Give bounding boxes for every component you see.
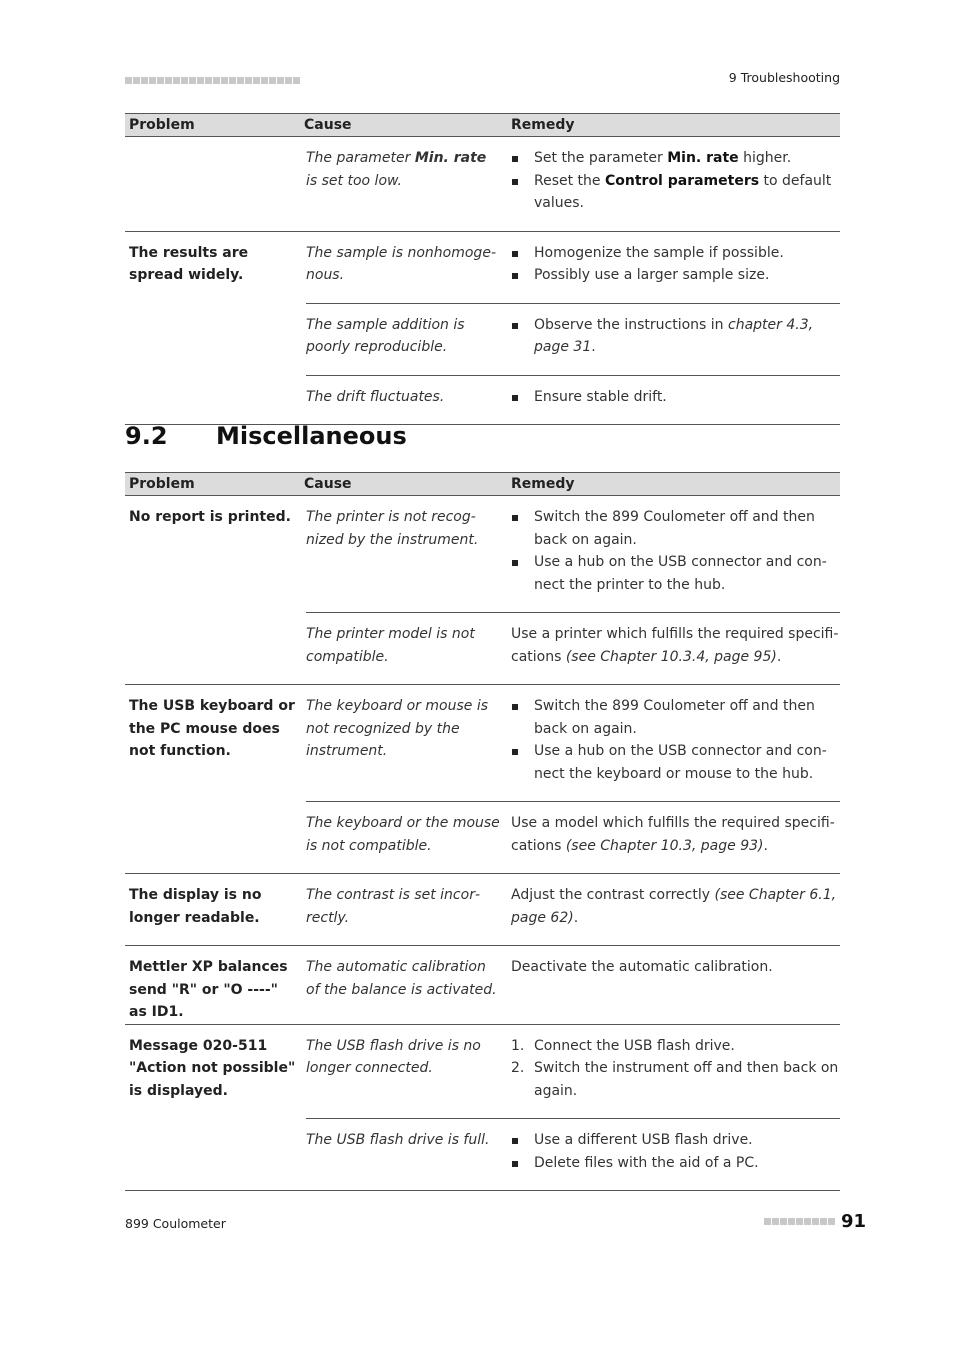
table-body (125, 137, 840, 425)
cause-remedy-rows (306, 946, 840, 1024)
text-run: . (776, 648, 782, 665)
list-number: 1. (511, 1037, 525, 1054)
problem-cell (125, 137, 306, 231)
bullet-list (511, 506, 840, 596)
cause-cell (306, 1129, 511, 1174)
text-run: . (573, 909, 579, 926)
list-item (511, 264, 840, 287)
table-row (306, 946, 840, 1017)
remedy-cell (511, 695, 840, 785)
table-row (306, 496, 840, 612)
remedy-text (511, 884, 840, 929)
dot (780, 1218, 787, 1225)
bullet-list (511, 147, 840, 215)
text-run: The USB flash drive is no longer connected. (306, 1037, 481, 1076)
problem-group (125, 685, 840, 874)
header-problem: Problem (129, 476, 195, 492)
cross-reference: (see Chapter 10.3, page 93) (565, 837, 764, 854)
text-run: The drift fluctuates. (306, 388, 445, 405)
remedy-cell (511, 314, 840, 359)
text-run: Connect the USB flash drive. (534, 1037, 735, 1054)
dot (229, 77, 236, 84)
text-run: Switch the instrument off and then back on again. (534, 1060, 839, 1099)
cause-cell (306, 242, 511, 287)
dot (165, 77, 172, 84)
dot (213, 77, 220, 84)
dot (772, 1218, 779, 1225)
running-header-chapter: 9 Troubleshooting (728, 70, 840, 85)
list-item (511, 740, 840, 785)
text-run: The printer model is not compatible. (306, 626, 475, 665)
table-row (306, 375, 840, 425)
list-item (511, 1057, 840, 1102)
dot (285, 77, 292, 84)
remedy-cell (511, 623, 840, 668)
text-run: The sample is nonhomogenous. (306, 244, 496, 283)
list-item (511, 1035, 840, 1058)
cause-cell (306, 884, 511, 929)
text-run: The keyboard or the mouse is not compatible. (306, 815, 500, 854)
text-run: The keyboard or mouse is not recognized by the instrument. (306, 698, 489, 759)
text-run: . (763, 837, 768, 854)
list-item (511, 314, 840, 359)
list-item (511, 242, 840, 265)
table-body (125, 496, 840, 1191)
bold-term: Min. rate (667, 150, 739, 166)
dot (221, 77, 228, 84)
dot (804, 1218, 811, 1225)
list-item (511, 506, 840, 551)
table-row (306, 1118, 840, 1190)
text-run: is set too low. (306, 172, 403, 189)
problem-cell: Message 020-511 "Action not possible" is displayed. (129, 1037, 296, 1099)
header-cause: Cause (304, 476, 352, 492)
problem-group (125, 874, 840, 946)
table-row (306, 232, 840, 303)
cross-reference: (see Chapter 6.1, page 62) (511, 887, 837, 926)
text-run: Use a hub on the USB connector and connect the keyboard or mouse to the hub. (534, 743, 827, 782)
table-row (306, 612, 840, 684)
text-run: The contrast is set incorrectly. (306, 887, 481, 926)
text-run: Use a hub on the USB connector and connect the printer to the hub. (534, 554, 827, 593)
dot (764, 1218, 771, 1225)
table-row (306, 801, 840, 873)
table-row (306, 137, 840, 231)
numbered-list (511, 1035, 840, 1103)
section-title: Miscellaneous (216, 422, 407, 450)
cause-cell (306, 314, 511, 359)
text-run: Homogenize the sample if possible. (534, 244, 784, 261)
page-number: 91 (840, 1211, 866, 1232)
bullet-list (511, 1129, 840, 1174)
cause-cell (306, 695, 511, 785)
dot (796, 1218, 803, 1225)
miscellaneous-table (125, 472, 840, 1191)
remedy-cell (511, 884, 840, 929)
text-run: Switch the 899 Coulometer off and then back on again. (534, 698, 815, 737)
footer-page (764, 1211, 866, 1232)
cross-reference: (see Chapter 10.3.4, page 95) (565, 648, 777, 665)
problem-cell: Mettler XP balances send "R" or "O ----" as ID1. (129, 959, 288, 1020)
remedy-cell (511, 1035, 840, 1103)
dot (245, 77, 252, 84)
dot (133, 77, 140, 84)
remedy-cell (511, 1129, 840, 1174)
cause-cell (306, 386, 511, 409)
dot (197, 77, 204, 84)
text-run: Reset the (534, 172, 605, 189)
dot (141, 77, 148, 84)
section-heading (125, 422, 407, 450)
text-run: Adjust the contrast correctly (511, 887, 715, 903)
cause-remedy-rows (306, 685, 840, 873)
problem-group (125, 946, 840, 1025)
footer-product: 899 Coulometer (125, 1216, 226, 1231)
section-number: 9.2 (125, 422, 168, 450)
list-item (511, 1152, 840, 1175)
dot (149, 77, 156, 84)
problem-cell: No report is printed. (129, 509, 291, 525)
remedy-text (511, 623, 840, 668)
dot (293, 77, 300, 84)
table-header (125, 113, 840, 137)
cause-remedy-rows (306, 1025, 840, 1191)
text-run: to default values. (534, 172, 832, 211)
header-remedy: Remedy (511, 476, 575, 492)
table-row (306, 874, 840, 945)
remedy-text (511, 812, 840, 857)
cause-remedy-rows (306, 496, 840, 684)
list-item (511, 695, 840, 740)
bold-term: Min. rate (414, 150, 487, 166)
cause-remedy-rows (306, 232, 840, 425)
header-cause: Cause (304, 117, 352, 133)
text-run: The automatic calibration of the balance is activated. (306, 959, 497, 998)
bold-term: Control parameters (604, 172, 760, 189)
list-item (511, 551, 840, 596)
text-run: Deactivate the automatic calibration. (511, 959, 773, 975)
bullet-list (511, 386, 840, 409)
table-row (306, 1025, 840, 1119)
text-run: Set the parameter (534, 150, 668, 166)
dot (261, 77, 268, 84)
text-run: Use a model which fulfills the required specifications (511, 815, 835, 854)
text-run: Possibly use a larger sample size. (534, 267, 770, 283)
bullet-list (511, 242, 840, 287)
cause-cell (306, 812, 511, 857)
table-header (125, 472, 840, 496)
dot (820, 1218, 827, 1225)
remedy-cell (511, 386, 840, 409)
problem-group (125, 496, 840, 685)
header-decoration (125, 72, 300, 88)
text-run: Switch the 899 Coulometer off and then back on again. (534, 509, 815, 548)
cause-cell (306, 623, 511, 668)
header-remedy: Remedy (511, 117, 575, 133)
dot (125, 77, 132, 84)
cause-remedy-rows (306, 874, 840, 945)
header-problem: Problem (129, 117, 195, 133)
list-item (511, 147, 840, 170)
bullet-list (511, 314, 840, 359)
list-number: 2. (511, 1060, 525, 1076)
text-run: Delete files with the aid of a PC. (534, 1154, 759, 1171)
remedy-cell (511, 506, 840, 596)
cause-cell (306, 147, 511, 215)
header-dots (125, 77, 300, 84)
dot (181, 77, 188, 84)
troubleshooting-table-continued (125, 113, 840, 425)
text-run: . (591, 339, 596, 355)
footer-dots (764, 1218, 835, 1225)
cause-cell (306, 506, 511, 596)
dot (237, 77, 244, 84)
text-run: The USB flash drive is full. (306, 1132, 490, 1148)
dot (157, 77, 164, 84)
text-run: Ensure stable drift. (534, 388, 667, 405)
dot (173, 77, 180, 84)
dot (812, 1218, 819, 1225)
text-run: The parameter (306, 150, 415, 166)
dot (189, 77, 196, 84)
dot (253, 77, 260, 84)
remedy-cell (511, 147, 840, 215)
list-item (511, 170, 840, 215)
cause-cell (306, 956, 511, 1001)
problem-group (125, 1025, 840, 1192)
text-run: higher. (738, 150, 792, 166)
cause-cell (306, 1035, 511, 1103)
dot (205, 77, 212, 84)
bullet-list (511, 695, 840, 785)
problem-cell: The results are spread widely. (129, 244, 249, 283)
remedy-text (511, 956, 840, 979)
list-item (511, 1129, 840, 1152)
list-item (511, 386, 840, 409)
cross-reference: chapter 4.3, page 31 (534, 316, 814, 355)
problem-cell: The USB keyboard or the PC mouse does not function. (129, 698, 295, 759)
table-row (306, 685, 840, 801)
dot (277, 77, 284, 84)
text-run: Observe the instructions in (534, 316, 728, 333)
problem-group (125, 232, 840, 426)
problem-cell: The display is no longer readable. (129, 887, 262, 926)
problem-group (125, 137, 840, 232)
text-run: Use a printer which fulfills the required specifications (511, 626, 839, 665)
text-run: The printer is not recognized by the instrument. (306, 509, 479, 548)
remedy-cell (511, 812, 840, 857)
remedy-cell (511, 242, 840, 287)
dot (828, 1218, 835, 1225)
dot (788, 1218, 795, 1225)
remedy-cell (511, 956, 840, 1001)
text-run: Use a different USB flash drive. (534, 1132, 753, 1148)
cause-remedy-rows (306, 137, 840, 231)
dot (269, 77, 276, 84)
text-run: The sample addition is poorly reproducible. (306, 316, 465, 355)
table-row (306, 303, 840, 375)
